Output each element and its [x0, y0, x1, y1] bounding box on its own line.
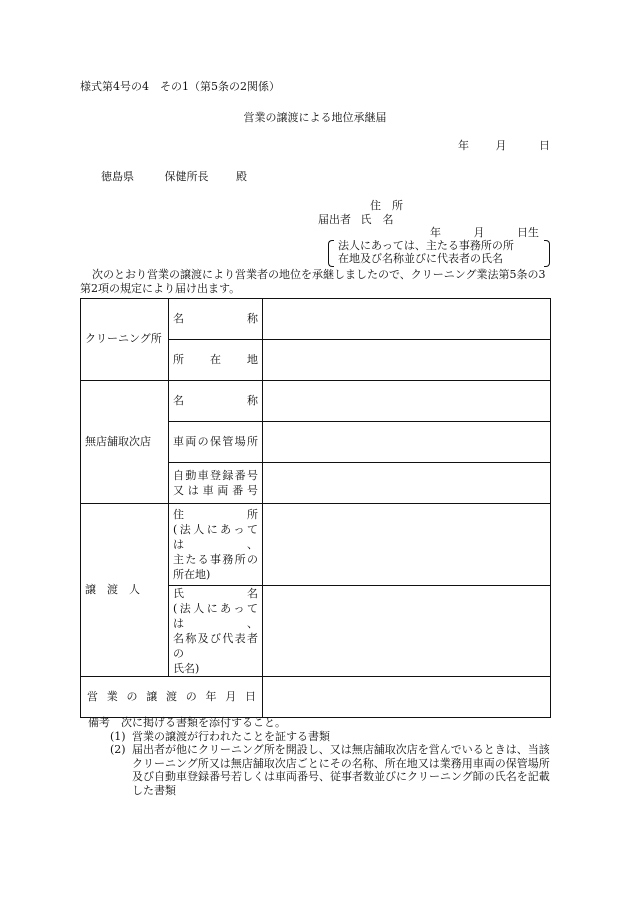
- remarks-item-2-text: 届出者が他にクリーニング所を開設し、又は無店舗取次店を営んでいるときは、当該クリーニング所又は無店舗取次店ごとにその名称、所在地又は業務用車両の保管場所及び自動車登録番号若しくは車両番号、従事者数並びにクリーニング師の氏名を記載した書類: [132, 743, 550, 797]
- vehicle-storage-label: 車両の保管場所: [169, 422, 263, 463]
- transferor-address-field[interactable]: [263, 504, 551, 586]
- transferor-address-line1: 住 所: [173, 508, 258, 521]
- applicant-name-row: [318, 213, 394, 228]
- birth-day-label: 日生: [517, 226, 539, 239]
- remarks-item-2-number: (2): [110, 743, 126, 756]
- vehicle-registration-line2: 又は車両番号: [173, 484, 258, 497]
- corporation-note: [328, 239, 544, 265]
- cleaning-shop-label: クリーニング所: [81, 299, 169, 381]
- transferor-address-line4: 所在地): [173, 568, 211, 581]
- vehicle-registration-line1: 自動車登録番号: [173, 469, 258, 482]
- remarks: [88, 716, 558, 797]
- birth-year-label: 年: [430, 226, 441, 239]
- remarks-item-1-text: 営業の譲渡が行われたことを証する書類: [132, 729, 330, 743]
- transfer-date-field[interactable]: [263, 677, 551, 718]
- remarks-item-1-number: (1): [110, 729, 126, 743]
- mobile-shop-label: 無店舗取次店: [81, 381, 169, 504]
- bracket-left: [328, 240, 334, 267]
- addressee-prefecture: 徳島県: [101, 170, 134, 183]
- document-title: 営業の譲渡による地位承継届: [243, 111, 387, 124]
- form-id: 様式第4号の4 その1（第5条の2関係）: [80, 80, 280, 93]
- transferor-label: 譲 渡 人: [81, 504, 169, 677]
- date-day-label: 日: [539, 139, 550, 152]
- remarks-heading: 備考 次に掲げる書類を添付すること。: [88, 716, 286, 729]
- transferor-name-line3: 名称及び代表者の: [173, 632, 258, 660]
- mobile-shop-name-label: 名 称: [169, 381, 263, 422]
- corp-note-line1: 法人にあっては、主たる事務所の所: [338, 239, 514, 252]
- applicant-role-label: 届出者: [318, 213, 351, 226]
- mobile-shop-name-field[interactable]: [263, 381, 551, 422]
- transferor-name-line2: (法人にあっては、: [173, 602, 258, 630]
- cleaning-shop-location-label: 所 在 地: [169, 340, 263, 381]
- remarks-item-2: [88, 743, 558, 797]
- cleaning-shop-location-field[interactable]: [263, 340, 551, 381]
- transferor-name-field[interactable]: [263, 586, 551, 677]
- birth-month-label: 月: [473, 226, 485, 239]
- statement-text: 次のとおり営業の譲渡により営業者の地位を承継しましたので、クリーニング業法第5条の3第2項の規定により届け出ます。: [80, 268, 546, 295]
- addressee-office: 保健所長: [164, 170, 209, 183]
- transferor-address-label: [169, 504, 263, 586]
- date-month-label: 月: [495, 139, 507, 152]
- corp-note-line2: 在地及び名称並びに代表者の氏名: [338, 252, 503, 265]
- vehicle-registration-label: [169, 463, 263, 504]
- cleaning-shop-name-label: 名 称: [169, 299, 263, 340]
- transferor-name-line4: 氏名): [173, 662, 200, 675]
- applicant-address-label: 住 所: [370, 199, 403, 212]
- applicant-name-label: 氏 名: [360, 213, 394, 226]
- vehicle-registration-field[interactable]: [263, 463, 551, 504]
- transferor-name-label: [169, 586, 263, 677]
- vehicle-storage-field[interactable]: [263, 422, 551, 463]
- addressee-honorific: 殿: [236, 170, 247, 183]
- bracket-right: [544, 240, 550, 267]
- remarks-item-1: [88, 730, 558, 744]
- transferor-address-line3: 主たる事務所の: [173, 553, 258, 566]
- date-year-label: 年: [458, 139, 469, 152]
- cleaning-shop-name-field[interactable]: [263, 299, 551, 340]
- transferor-address-line2: (法人にあっては、: [173, 523, 258, 551]
- addressee: [101, 170, 247, 185]
- transferor-name-line1: 氏 名: [173, 587, 258, 600]
- transfer-date-label: 営業の譲渡の年月日: [81, 677, 263, 718]
- submission-date: [458, 139, 550, 154]
- notification-table: [80, 298, 551, 718]
